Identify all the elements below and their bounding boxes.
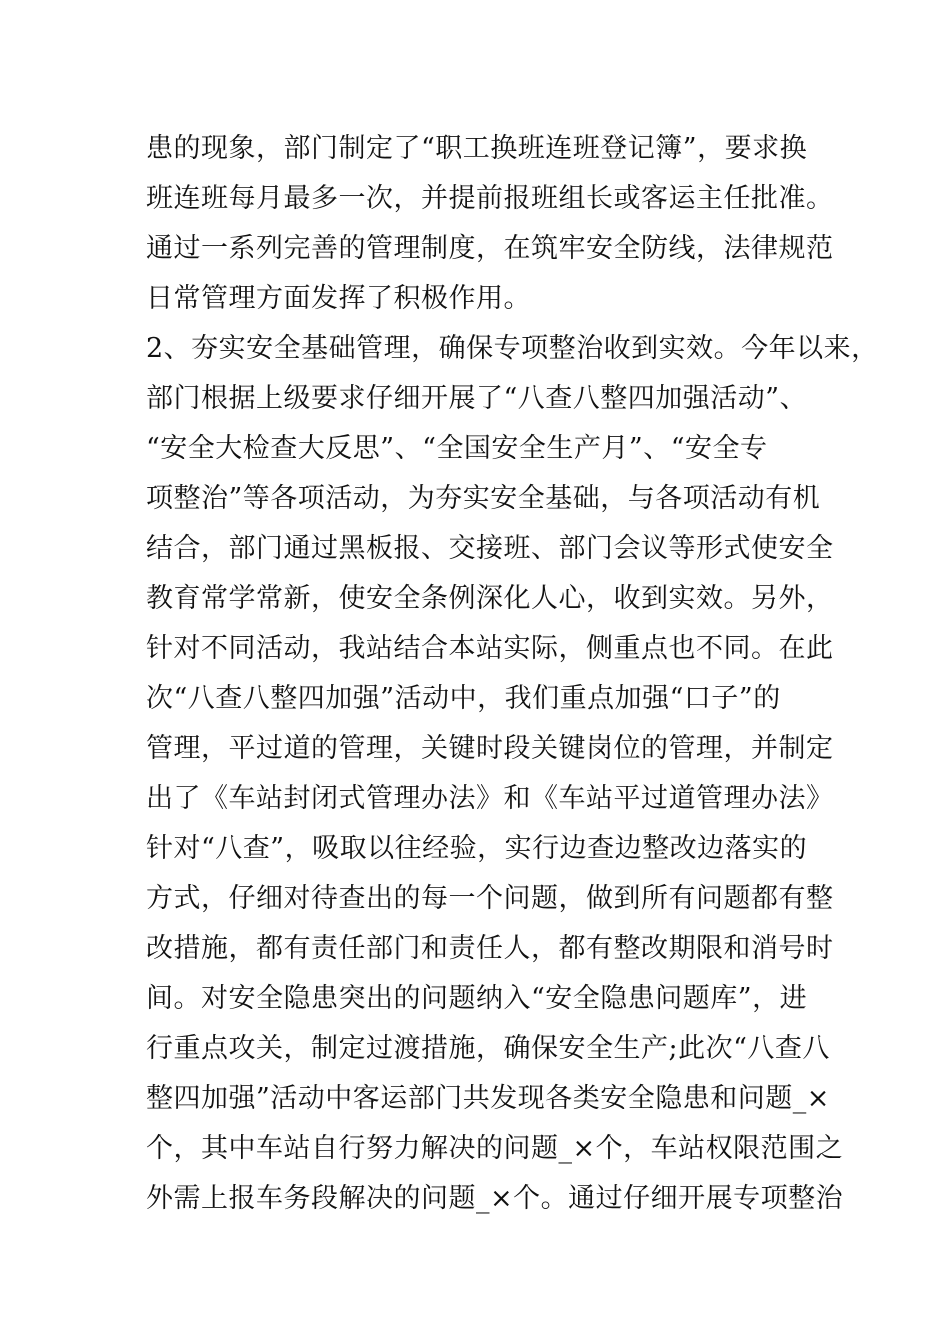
text-line: 行重点攻关，制定过渡措施，确保安全生产;此次“八查八	[146, 1033, 830, 1064]
text-line: 改措施，都有责任部门和责任人，都有整改期限和消号时	[146, 933, 834, 964]
text-line: 教育常学常新，使安全条例深化人心，收到实效。另外，	[146, 583, 834, 614]
text-line: 间。对安全隐患突出的问题纳入“安全隐患问题库”，进	[146, 983, 808, 1014]
text-line: 通过一系列完善的管理制度，在筑牢安全防线，法律规范	[146, 233, 834, 264]
text-line: 方式，仔细对待查出的每一个问题，做到所有问题都有整	[146, 883, 834, 914]
text-line: “安全大检查大反思”、“全国安全生产月”、“安全专	[146, 433, 768, 464]
text-line: 外需上报车务段解决的问题_×个。通过仔细开展专项整治	[146, 1183, 844, 1214]
text-line: 整四加强”活动中客运部门共发现各类安全隐患和问题_×	[146, 1083, 830, 1114]
text-line: 部门根据上级要求仔细开展了“八查八整四加强活动”、	[146, 383, 808, 414]
text-line: 次“八查八整四加强”活动中，我们重点加强“口子”的	[146, 683, 781, 714]
text-line: 患的现象，部门制定了“职工换班连班登记簿”，要求换	[146, 133, 808, 164]
text-line: 个，其中车站自行努力解决的问题_×个，车站权限范围之	[146, 1133, 844, 1164]
text-line: 结合，部门通过黑板报、交接班、部门会议等形式使安全	[146, 533, 834, 564]
text-line: 管理，平过道的管理，关键时段关键岗位的管理，并制定	[146, 733, 834, 764]
text-line: 班连班每月最多一次，并提前报班组长或客运主任批准。	[146, 183, 834, 214]
text-line: 针对“八查”，吸取以往经验，实行边查边整改边落实的	[146, 833, 808, 864]
text-line: 项整治”等各项活动，为夯实安全基础，与各项活动有机	[146, 483, 821, 514]
text-line: 日常管理方面发挥了积极作用。	[146, 283, 531, 314]
text-line: 2、夯实安全基础管理，确保专项整治收到实效。今年以来，	[146, 333, 879, 364]
text-line: 针对不同活动，我站结合本站实际，侧重点也不同。在此	[146, 633, 834, 664]
text-line: 出了《车站封闭式管理办法》和《车站平过道管理办法》	[146, 783, 834, 814]
